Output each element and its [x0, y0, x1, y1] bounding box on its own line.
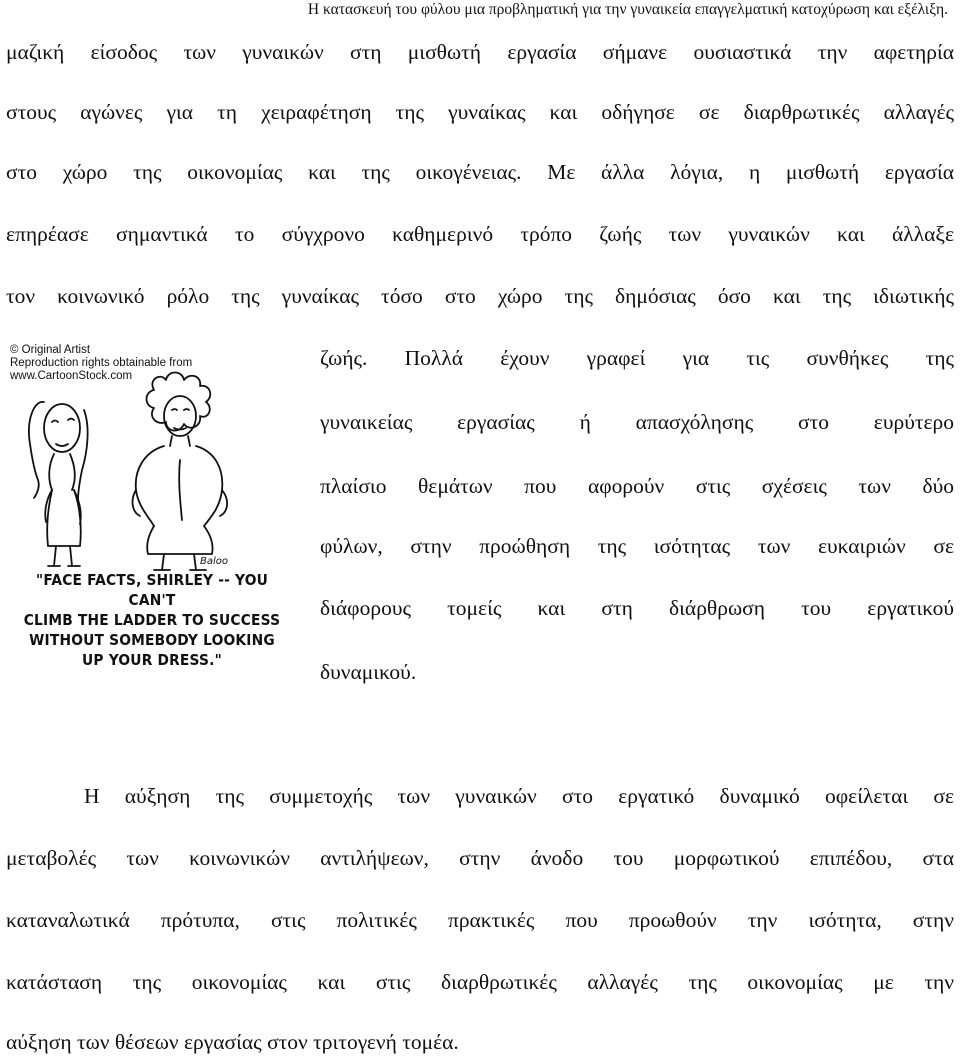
running-header: Η κατασκευή του φύλου μια προβληματική για την γυναικεία επαγγελματική κατοχύρωση και εξέλιξη.	[307, 1, 948, 18]
cartoon-caption	[16, 570, 288, 670]
cartoon-credit-line: Reproduction rights obtainable from	[10, 357, 193, 369]
cartoon-credit-line: © Original Artist	[10, 344, 91, 356]
paragraph-2-line-1: Η αύξηση της συμμετοχής των γυναικών στο εργατικό δυναμικό οφείλεται σε	[84, 784, 954, 808]
paragraph-1-line-1: μαζική είσοδος των γυναικών στη μισθωτή εργασία σήμανε ουσιαστικά την αφετηρία	[6, 40, 954, 64]
paragraph-2-line-2: μεταβολές των κοινωνικών αντιλήψεων, στην άνοδο του μορφωτικού επιπέδου, στα	[6, 846, 954, 870]
paragraph-1-line-4: επηρέασε σημαντικά το σύγχρονο καθημερινό τρόπο ζωής των γυναικών και άλλαξε	[6, 222, 954, 246]
curly-woman-figure	[133, 373, 228, 571]
paragraph-1-line-8: πλαίσιο θεμάτων που αφορούν στις σχέσεις των δύο	[320, 474, 954, 498]
paragraph-1-line-2: στους αγώνες για τη χειραφέτηση της γυναίκας και οδήγησε σε διαρθρωτικές αλλαγές	[6, 100, 954, 124]
paragraph-1-line-11: δυναμικού.	[320, 660, 417, 684]
paragraph-1-line-6: ζωής. Πολλά έχουν γραφεί για τις συνθήκες της	[320, 346, 954, 370]
paragraph-1-line-5: τον κοινωνικό ρόλο της γυναίκας τόσο στο χώρο της δημόσιας όσο και της ιδιωτικής	[6, 284, 954, 308]
thin-woman-figure	[29, 402, 88, 566]
paragraph-2-line-3: καταναλωτικά πρότυπα, στις πολιτικές πρακτικές που προωθούν την ισότητα, στην	[6, 908, 954, 932]
cartoon-signature: Baloo	[200, 556, 229, 567]
paragraph-1-line-7: γυναικείας εργασίας ή απασχόλησης στο ευρύτερο	[320, 410, 954, 434]
cartoon-caption-line: UP YOUR DRESS."	[82, 651, 222, 669]
cartoon-caption-line: CLIMB THE LADDER TO SUCCESS	[23, 611, 281, 629]
cartoon-caption-line: "FACE FACTS, SHIRLEY -- YOU CAN'T	[35, 571, 269, 609]
cartoon-drawing	[4, 340, 300, 572]
paragraph-1-line-9: φύλων, στην προώθηση της ισότητας των ευκαιριών σε	[320, 534, 954, 558]
cartoon-credit-line: www.CartoonStock.com	[10, 370, 133, 382]
paragraph-2-line-5: αύξηση των θέσεων εργασίας στον τριτογενή τομέα.	[6, 1030, 459, 1054]
cartoon-caption-line: WITHOUT SOMEBODY LOOKING	[29, 631, 275, 649]
paragraph-1-line-10: διάφορους τομείς και στη διάρθρωση του εργατικού	[320, 596, 954, 620]
paragraph-2-line-4: κατάσταση της οικονομίας και στις διαρθρωτικές αλλαγές της οικονομίας με την	[6, 970, 954, 994]
paragraph-1-line-3: στο χώρο της οικονομίας και της οικογένειας. Με άλλα λόγια, η μισθωτή εργασία	[6, 160, 954, 184]
cartoon-image	[4, 340, 300, 669]
